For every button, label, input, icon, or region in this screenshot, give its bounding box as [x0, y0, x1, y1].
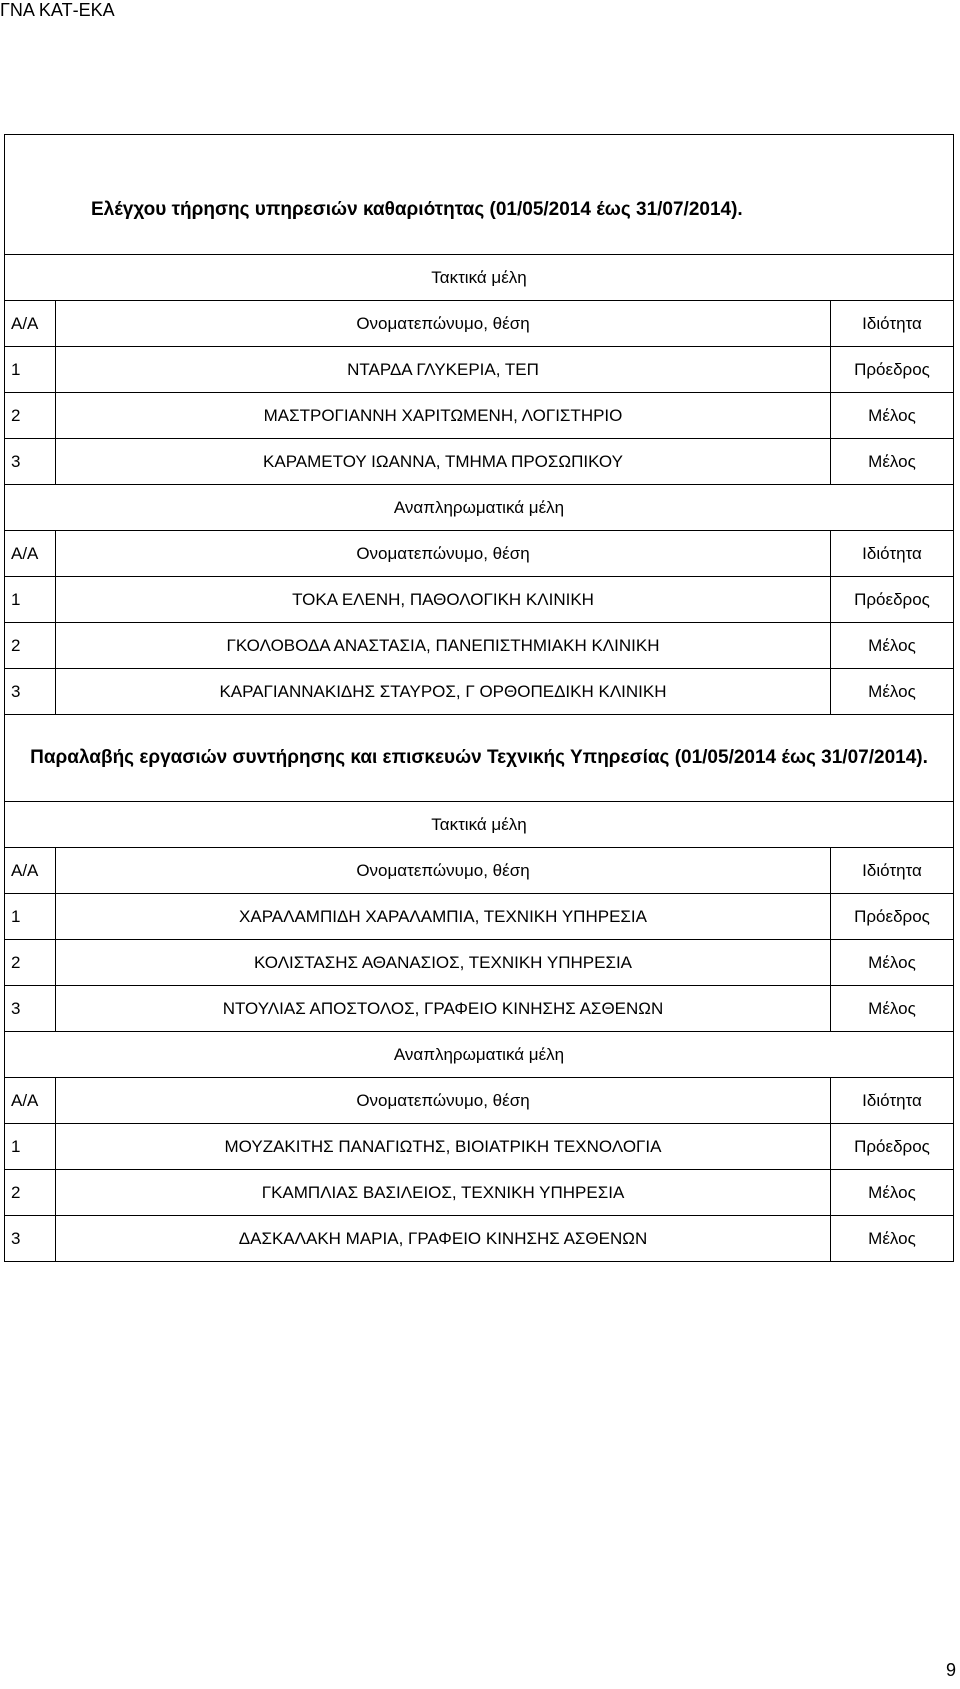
col-aa-header: Α/Α: [5, 848, 56, 894]
section-row: [5, 485, 954, 531]
member-role: Πρόεδρος: [831, 1124, 954, 1170]
col-name-header: Ονοματεπώνυμο, θέση: [56, 848, 831, 894]
section-row: [5, 802, 954, 848]
member-role: Πρόεδρος: [831, 577, 954, 623]
col-role-header: Ιδιότητα: [831, 1078, 954, 1124]
col-aa-header: Α/Α: [5, 531, 56, 577]
table-row: [5, 439, 954, 485]
member-name: ΧΑΡΑΛΑΜΠΙΔΗ ΧΑΡΑΛΑΜΠΙΑ, ΤΕΧΝΙΚΗ ΥΠΗΡΕΣΙΑ: [56, 894, 831, 940]
member-number: 2: [5, 623, 56, 669]
col-role-header: Ιδιότητα: [831, 301, 954, 347]
member-number: 3: [5, 439, 56, 485]
member-number: 1: [5, 577, 56, 623]
page-header: ΓΝΑ ΚΑΤ-ΕΚΑ: [0, 0, 115, 20]
table-header-row: [5, 301, 954, 347]
member-role: Μέλος: [831, 623, 954, 669]
table-header-row: [5, 848, 954, 894]
table-row: [5, 986, 954, 1032]
col-role-header: Ιδιότητα: [831, 531, 954, 577]
section-row: [5, 1032, 954, 1078]
table-row: [5, 669, 954, 715]
col-role-header: Ιδιότητα: [831, 848, 954, 894]
member-role: Μέλος: [831, 940, 954, 986]
member-name: ΜΑΣΤΡΟΓΙΑΝΝΗ ΧΑΡΙΤΩΜΕΝΗ, ΛΟΓΙΣΤΗΡΙΟ: [56, 393, 831, 439]
table-row: [5, 347, 954, 393]
member-role: Μέλος: [831, 1216, 954, 1262]
table-title-row: [5, 135, 954, 255]
table-row: [5, 623, 954, 669]
member-role: Μέλος: [831, 986, 954, 1032]
member-name: ΚΟΛΙΣΤΑΣΗΣ ΑΘΑΝΑΣΙΟΣ, ΤΕΧΝΙΚΗ ΥΠΗΡΕΣΙΑ: [56, 940, 831, 986]
member-role: Μέλος: [831, 439, 954, 485]
section-row: [5, 255, 954, 301]
member-number: 2: [5, 1170, 56, 1216]
member-role: Μέλος: [831, 393, 954, 439]
table-row: [5, 1124, 954, 1170]
member-name: ΝΤΟΥΛΙΑΣ ΑΠΟΣΤΟΛΟΣ, ΓΡΑΦΕΙΟ ΚΙΝΗΣΗΣ ΑΣΘΕΝΩΝ: [56, 986, 831, 1032]
member-number: 2: [5, 393, 56, 439]
table-header-row: [5, 1078, 954, 1124]
table-row: [5, 894, 954, 940]
member-name: ΤΟΚΑ ΕΛΕΝΗ, ΠΑΘΟΛΟΓΙΚΗ ΚΛΙΝΙΚΗ: [56, 577, 831, 623]
member-name: ΜΟΥΖΑΚΙΤΗΣ ΠΑΝΑΓΙΩΤΗΣ, ΒΙΟΙΑΤΡΙΚΗ ΤΕΧΝΟΛΟΓΙΑ: [56, 1124, 831, 1170]
section-regular-label: Τακτικά μέλη: [5, 255, 954, 301]
member-name: ΓΚΑΜΠΛΙΑΣ ΒΑΣΙΛΕΙΟΣ, ΤΕΧΝΙΚΗ ΥΠΗΡΕΣΙΑ: [56, 1170, 831, 1216]
member-name: ΚΑΡΑΓΙΑΝΝΑΚΙΔΗΣ ΣΤΑΥΡΟΣ, Γ ΟΡΘΟΠΕΔΙΚΗ ΚΛΙΝΙΚΗ: [56, 669, 831, 715]
section-alternate-label: Αναπληρωματικά μέλη: [5, 1032, 954, 1078]
table-row: [5, 1216, 954, 1262]
member-role: Πρόεδρος: [831, 894, 954, 940]
member-name: ΔΑΣΚΑΛΑΚΗ ΜΑΡΙΑ, ΓΡΑΦΕΙΟ ΚΙΝΗΣΗΣ ΑΣΘΕΝΩΝ: [56, 1216, 831, 1262]
committee-title: Ελέγχου τήρησης υπηρεσιών καθαριότητας (01/05/2014 έως 31/07/2014).: [5, 135, 954, 255]
section-regular-label: Τακτικά μέλη: [5, 802, 954, 848]
member-role: Μέλος: [831, 1170, 954, 1216]
member-name: ΚΑΡΑΜΕΤΟΥ ΙΩΑΝΝΑ, ΤΜΗΜΑ ΠΡΟΣΩΠΙΚΟΥ: [56, 439, 831, 485]
col-name-header: Ονοματεπώνυμο, θέση: [56, 1078, 831, 1124]
member-number: 1: [5, 1124, 56, 1170]
committee-table-maintenance: [4, 714, 954, 1262]
member-number: 3: [5, 669, 56, 715]
member-name: ΓΚΟΛΟΒΟΔΑ ΑΝΑΣΤΑΣΙΑ, ΠΑΝΕΠΙΣΤΗΜΙΑΚΗ ΚΛΙΝΙΚΗ: [56, 623, 831, 669]
member-name: ΝΤΑΡΔΑ ΓΛΥΚΕΡΙΑ, ΤΕΠ: [56, 347, 831, 393]
table-row: [5, 1170, 954, 1216]
member-role: Μέλος: [831, 669, 954, 715]
member-number: 3: [5, 986, 56, 1032]
col-aa-header: Α/Α: [5, 1078, 56, 1124]
member-number: 3: [5, 1216, 56, 1262]
member-role: Πρόεδρος: [831, 347, 954, 393]
table-row: [5, 393, 954, 439]
col-name-header: Ονοματεπώνυμο, θέση: [56, 531, 831, 577]
member-number: 1: [5, 894, 56, 940]
table-title-row: [5, 715, 954, 802]
table-header-row: [5, 531, 954, 577]
member-number: 1: [5, 347, 56, 393]
section-alternate-label: Αναπληρωματικά μέλη: [5, 485, 954, 531]
col-name-header: Ονοματεπώνυμο, θέση: [56, 301, 831, 347]
col-aa-header: Α/Α: [5, 301, 56, 347]
table-row: [5, 940, 954, 986]
committee-title: Παραλαβής εργασιών συντήρησης και επισκευών Τεχνικής Υπηρεσίας (01/05/2014 έως 31/07/2014).: [5, 715, 954, 802]
member-number: 2: [5, 940, 56, 986]
committee-table-cleaning: [4, 134, 954, 715]
page-number: 9: [945, 1660, 956, 1680]
table-row: [5, 577, 954, 623]
